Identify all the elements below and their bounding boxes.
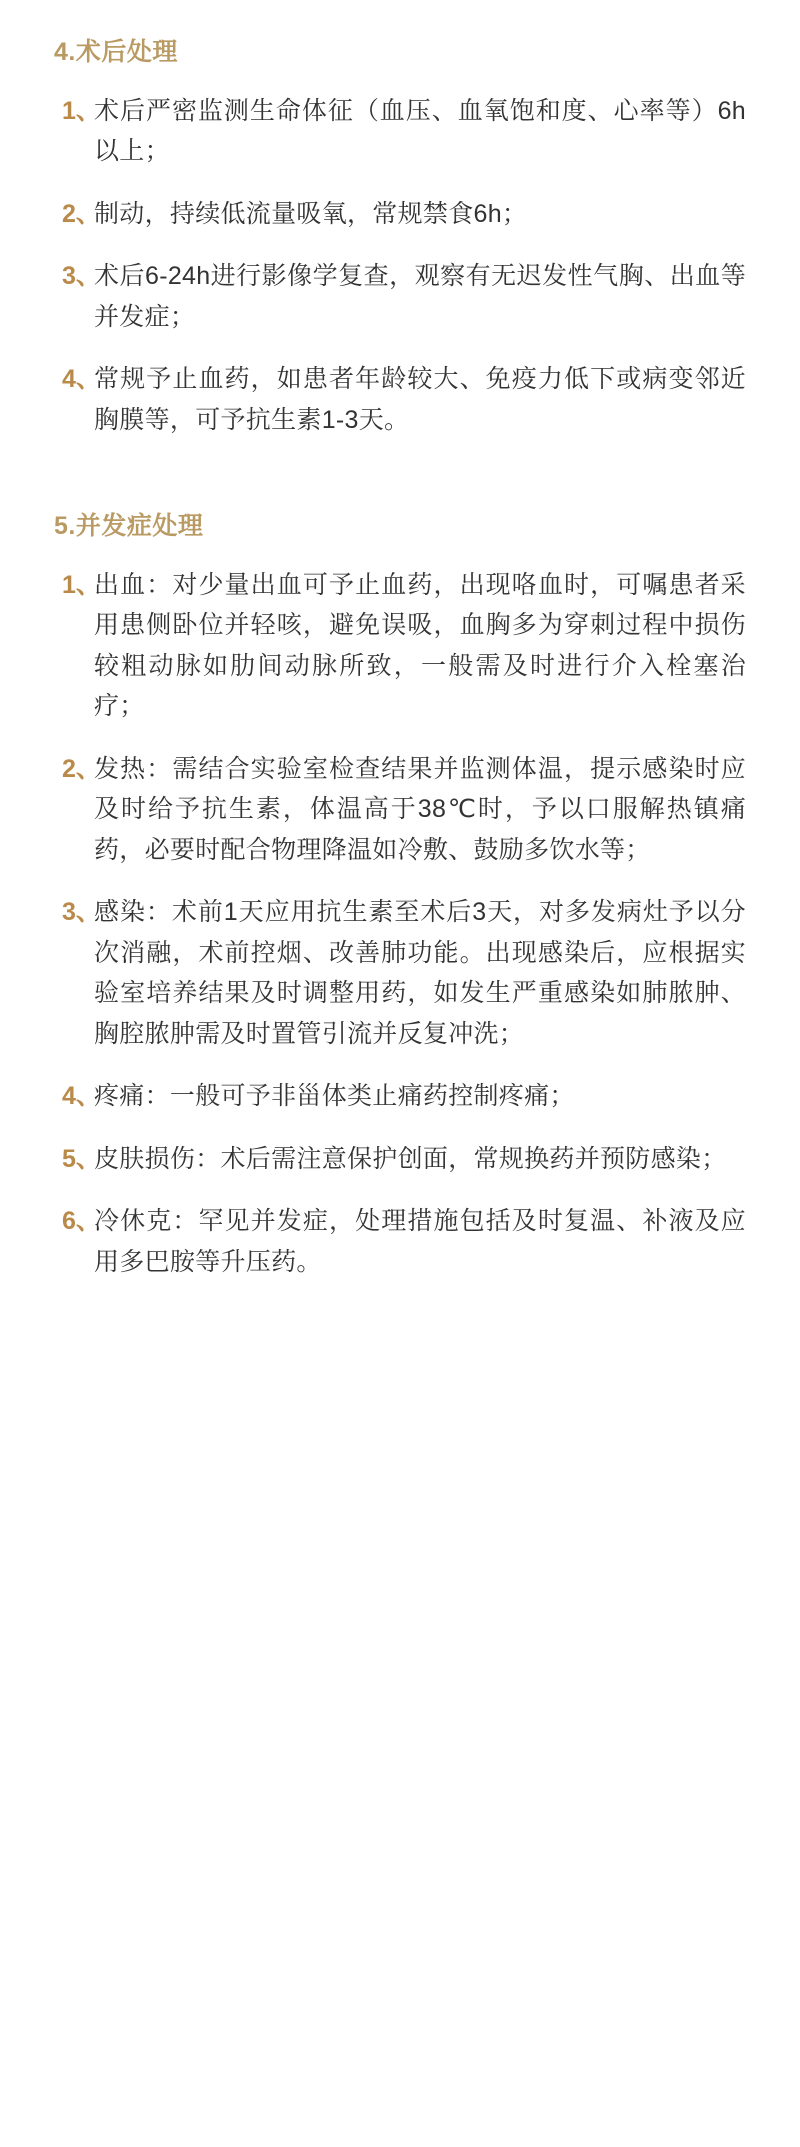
list-item xyxy=(40,565,760,727)
list-item-marker: 1、 xyxy=(62,570,101,599)
list-item-text: 感染：术前1天应用抗生素至术后3天，对多发病灶予以分次消融，术前控烟、改善肺功能。出现感染后，应根据实验室培养结果及时调整用药，如发生严重感染如肺脓肿、胸腔脓肿需及时置管引流并反复冲洗； xyxy=(94,898,746,1048)
list-item-text: 制动，持续低流量吸氧，常规禁食6h； xyxy=(94,199,528,228)
section-complication-management xyxy=(40,510,760,1282)
list-item-marker: 5、 xyxy=(62,1144,101,1173)
list-item-text: 发热：需结合实验室检查结果并监测体温，提示感染时应及时给予抗生素，体温高于38℃时，予以口服解热镇痛药，必要时配合物理降温如冷敷、鼓励多饮水等； xyxy=(94,754,746,864)
list-item xyxy=(40,749,760,871)
list-item xyxy=(40,1201,760,1282)
list-item-text: 术后6-24h进行影像学复查，观察有无迟发性气胸、出血等并发症； xyxy=(94,262,746,331)
section-heading: 5.并发症处理 xyxy=(54,512,204,540)
list-item xyxy=(40,1139,760,1180)
list-item-text: 术后严密监测生命体征（血压、血氧饱和度、心率等）6h以上； xyxy=(94,96,746,165)
list-item-marker: 4、 xyxy=(62,365,101,393)
list-item-marker: 6、 xyxy=(62,1207,101,1235)
list-item-marker: 1、 xyxy=(62,96,101,125)
list-item xyxy=(40,892,760,1054)
list-item-marker: 4、 xyxy=(62,1082,101,1110)
ordered-list xyxy=(40,565,760,1283)
list-item-marker: 3、 xyxy=(62,262,101,290)
list-item xyxy=(40,256,760,337)
list-item-marker: 2、 xyxy=(62,199,101,228)
list-item-marker: 3、 xyxy=(62,898,101,926)
list-item xyxy=(40,91,760,172)
list-item xyxy=(40,1076,760,1117)
list-item-text: 冷休克：罕见并发症，处理措施包括及时复温、补液及应用多巴胺等升压药。 xyxy=(94,1207,746,1276)
list-item xyxy=(40,359,760,440)
list-item-marker: 2、 xyxy=(62,754,101,783)
list-item-text: 常规予止血药，如患者年龄较大、免疫力低下或病变邻近胸膜等，可予抗生素1-3天。 xyxy=(94,365,746,434)
list-item xyxy=(40,194,760,235)
section-postoperative-care xyxy=(40,36,760,440)
list-item-text: 出血：对少量出血可予止血药，出现咯血时，可嘱患者采用患侧卧位并轻咳，避免误吸，血胸多为穿刺过程中损伤较粗动脉如肋间动脉所致，一般需及时进行介入栓塞治疗； xyxy=(94,570,746,720)
list-item-text: 皮肤损伤：术后需注意保护创面，常规换药并预防感染； xyxy=(94,1144,727,1173)
section-heading: 4.术后处理 xyxy=(54,38,178,66)
list-item-text: 疼痛：一般可予非甾体类止痛药控制疼痛； xyxy=(94,1082,575,1110)
ordered-list xyxy=(40,91,760,441)
